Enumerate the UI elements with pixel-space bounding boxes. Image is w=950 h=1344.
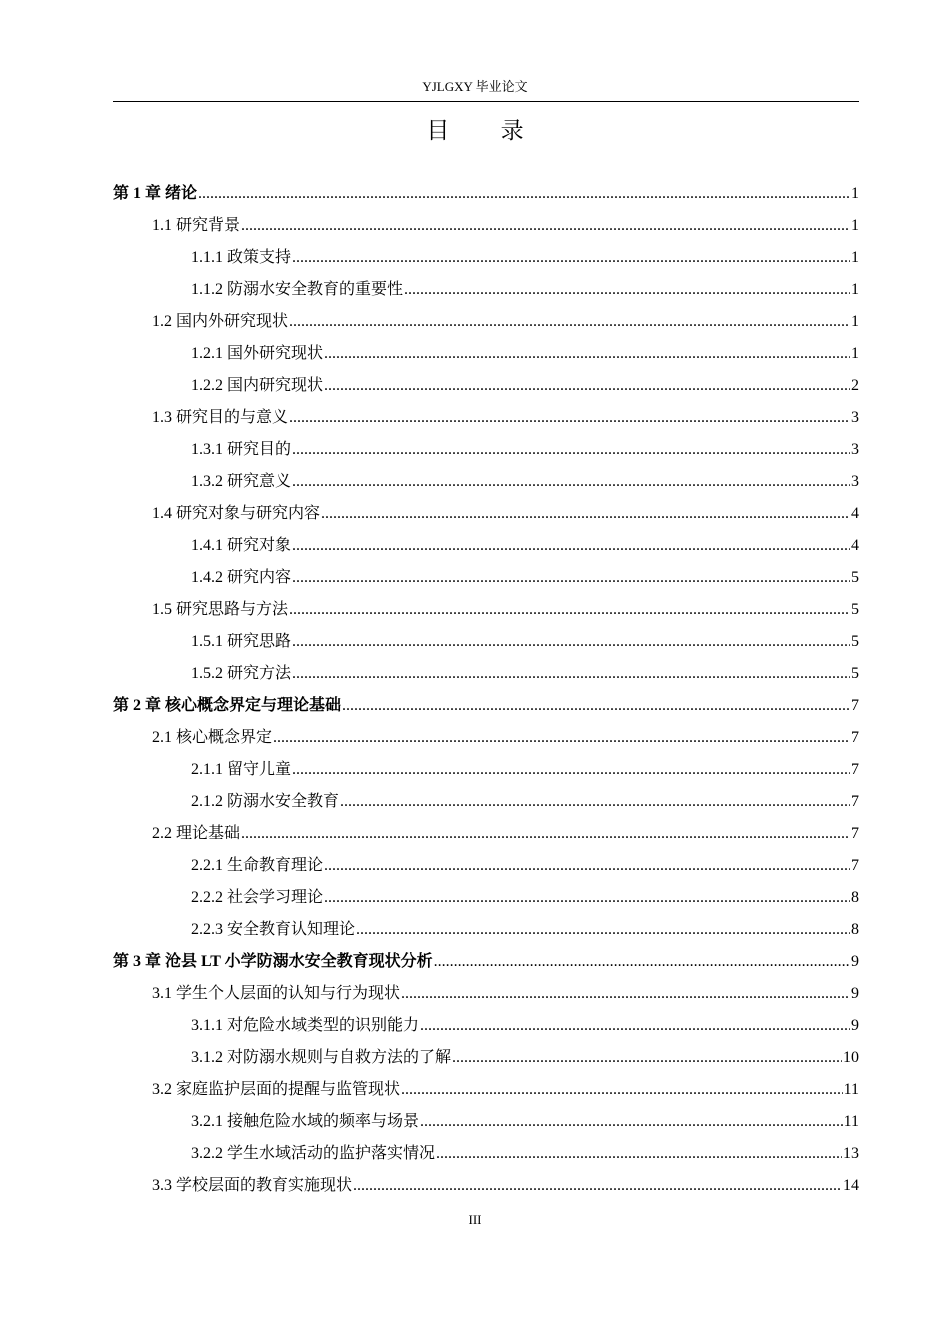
toc-dot-leader: [324, 370, 850, 402]
toc-entry-title: 1.1.2 防溺水安全教育的重要性: [191, 281, 404, 298]
toc-entry-page-number: 7: [851, 729, 859, 746]
toc-dot-leader: [452, 1042, 842, 1074]
header-divider: [113, 101, 859, 102]
toc-entry-page-number: 8: [851, 921, 859, 938]
toc-entry-title: 3.2.2 学生水域活动的监护落实情况: [191, 1145, 436, 1162]
toc-entry-page-number: 13: [843, 1145, 859, 1162]
toc-entry[interactable]: [113, 338, 859, 370]
table-of-contents: [113, 178, 859, 1202]
toc-entry-title: 1.5.1 研究思路: [191, 633, 292, 650]
toc-entry-title: 1.2.2 国内研究现状: [191, 377, 324, 394]
toc-dot-leader: [241, 818, 850, 850]
toc-entry[interactable]: [113, 850, 859, 882]
toc-entry[interactable]: [113, 530, 859, 562]
toc-entry-page-number: 1: [851, 217, 859, 234]
toc-entry[interactable]: [113, 978, 859, 1010]
toc-dot-leader: [292, 562, 850, 594]
toc-dot-leader: [241, 210, 850, 242]
toc-entry[interactable]: [113, 210, 859, 242]
toc-dot-leader: [292, 434, 850, 466]
toc-entry-title: 1.1.1 政策支持: [191, 249, 292, 266]
toc-entry-page-number: 1: [851, 249, 859, 266]
toc-entry-title: 1.2 国内外研究现状: [152, 313, 289, 330]
toc-entry[interactable]: [113, 754, 859, 786]
toc-entry-page-number: 5: [851, 633, 859, 650]
toc-entry-page-number: 7: [851, 761, 859, 778]
toc-entry-page-number: 4: [851, 537, 859, 554]
toc-entry-title: 3.3 学校层面的教育实施现状: [152, 1177, 353, 1194]
toc-dot-leader: [273, 722, 850, 754]
toc-dot-leader: [324, 882, 850, 914]
toc-entry[interactable]: [113, 658, 859, 690]
toc-dot-leader: [401, 978, 850, 1010]
toc-entry-page-number: 5: [851, 569, 859, 586]
toc-entry-page-number: 1: [851, 185, 859, 202]
toc-entry[interactable]: [113, 882, 859, 914]
toc-entry[interactable]: [113, 274, 859, 306]
toc-entry-title: 1.1 研究背景: [152, 217, 241, 234]
toc-entry[interactable]: [113, 562, 859, 594]
toc-entry[interactable]: [113, 690, 859, 722]
toc-entry-title: 1.4 研究对象与研究内容: [152, 505, 321, 522]
toc-entry[interactable]: [113, 1010, 859, 1042]
toc-entry-page-number: 3: [851, 473, 859, 490]
toc-entry-page-number: 1: [851, 313, 859, 330]
toc-entry-page-number: 5: [851, 665, 859, 682]
toc-entry-page-number: 9: [851, 985, 859, 1002]
toc-entry-title: 3.1.1 对危险水域类型的识别能力: [191, 1017, 420, 1034]
toc-entry-page-number: 14: [843, 1177, 859, 1194]
toc-entry[interactable]: [113, 914, 859, 946]
toc-entry-page-number: 5: [851, 601, 859, 618]
toc-entry-page-number: 1: [851, 281, 859, 298]
toc-entry-title: 1.3.1 研究目的: [191, 441, 292, 458]
toc-entry[interactable]: [113, 626, 859, 658]
toc-entry[interactable]: [113, 434, 859, 466]
toc-dot-leader: [292, 530, 850, 562]
toc-dot-leader: [292, 754, 850, 786]
toc-dot-leader: [420, 1106, 843, 1138]
toc-entry-page-number: 1: [851, 345, 859, 362]
toc-dot-leader: [340, 786, 850, 818]
toc-entry-title: 2.2.1 生命教育理论: [191, 857, 324, 874]
toc-entry-page-number: 3: [851, 409, 859, 426]
toc-dot-leader: [198, 178, 850, 210]
toc-entry[interactable]: [113, 370, 859, 402]
toc-entry-title: 第 3 章 沧县 LT 小学防溺水安全教育现状分析: [113, 953, 433, 970]
toc-dot-leader: [342, 690, 850, 722]
toc-entry-page-number: 10: [843, 1049, 859, 1066]
toc-dot-leader: [436, 1138, 842, 1170]
toc-dot-leader: [324, 850, 850, 882]
toc-dot-leader: [289, 306, 850, 338]
toc-entry-page-number: 7: [851, 857, 859, 874]
toc-dot-leader: [292, 242, 850, 274]
toc-entry-title: 3.2 家庭监护层面的提醒与监管现状: [152, 1081, 401, 1098]
toc-entry[interactable]: [113, 1170, 859, 1202]
toc-entry-page-number: 2: [851, 377, 859, 394]
toc-entry-page-number: 7: [851, 697, 859, 714]
toc-entry[interactable]: [113, 1106, 859, 1138]
toc-dot-leader: [356, 914, 850, 946]
toc-dot-leader: [401, 1074, 843, 1106]
toc-entry[interactable]: [113, 818, 859, 850]
toc-entry-title: 1.2.1 国外研究现状: [191, 345, 324, 362]
toc-entry[interactable]: [113, 1138, 859, 1170]
toc-entry-title: 1.5 研究思路与方法: [152, 601, 289, 618]
toc-entry-page-number: 11: [843, 1113, 859, 1130]
toc-entry-page-number: 4: [851, 505, 859, 522]
toc-dot-leader: [292, 658, 850, 690]
toc-entry-title: 2.1.1 留守儿童: [191, 761, 292, 778]
toc-entry[interactable]: [113, 594, 859, 626]
toc-dot-leader: [289, 594, 850, 626]
footer-page-number: III: [468, 1212, 482, 1227]
toc-entry-page-number: 7: [851, 825, 859, 842]
toc-dot-leader: [420, 1010, 850, 1042]
toc-entry-title: 2.2.3 安全教育认知理论: [191, 921, 356, 938]
toc-entry[interactable]: [113, 242, 859, 274]
toc-entry[interactable]: [113, 178, 859, 210]
toc-entry-title: 1.5.2 研究方法: [191, 665, 292, 682]
toc-entry[interactable]: [113, 402, 859, 434]
toc-entry-title: 1.3.2 研究意义: [191, 473, 292, 490]
toc-entry[interactable]: [113, 1042, 859, 1074]
toc-dot-leader: [292, 626, 850, 658]
toc-entry[interactable]: [113, 1074, 859, 1106]
toc-entry-page-number: 9: [851, 1017, 859, 1034]
toc-entry[interactable]: [113, 722, 859, 754]
toc-entry-page-number: 8: [851, 889, 859, 906]
page-title: 目 录: [426, 118, 546, 144]
toc-entry[interactable]: [113, 306, 859, 338]
toc-entry-title: 2.2.2 社会学习理论: [191, 889, 324, 906]
toc-dot-leader: [321, 498, 850, 530]
toc-entry-page-number: 11: [843, 1081, 859, 1098]
toc-entry-title: 第 1 章 绪论: [113, 185, 198, 202]
toc-entry-page-number: 9: [851, 953, 859, 970]
toc-entry[interactable]: [113, 946, 859, 978]
toc-entry-title: 1.3 研究目的与意义: [152, 409, 289, 426]
toc-dot-leader: [292, 466, 850, 498]
toc-entry[interactable]: [113, 786, 859, 818]
toc-dot-leader: [434, 946, 850, 978]
toc-entry-title: 1.4.1 研究对象: [191, 537, 292, 554]
toc-dot-leader: [404, 274, 850, 306]
toc-entry-title: 2.1 核心概念界定: [152, 729, 273, 746]
running-header: YJLGXY 毕业论文: [422, 79, 528, 94]
toc-entry[interactable]: [113, 498, 859, 530]
toc-entry-title: 2.2 理论基础: [152, 825, 241, 842]
toc-dot-leader: [324, 338, 850, 370]
toc-dot-leader: [353, 1170, 842, 1202]
toc-entry-page-number: 7: [851, 793, 859, 810]
toc-entry-title: 3.1.2 对防溺水规则与自救方法的了解: [191, 1049, 452, 1066]
toc-entry-title: 3.1 学生个人层面的认知与行为现状: [152, 985, 401, 1002]
toc-entry-page-number: 3: [851, 441, 859, 458]
toc-entry[interactable]: [113, 466, 859, 498]
toc-entry-title: 1.4.2 研究内容: [191, 569, 292, 586]
toc-entry-title: 第 2 章 核心概念界定与理论基础: [113, 697, 342, 714]
toc-entry-title: 2.1.2 防溺水安全教育: [191, 793, 340, 810]
toc-dot-leader: [289, 402, 850, 434]
toc-entry-title: 3.2.1 接触危险水域的频率与场景: [191, 1113, 420, 1130]
